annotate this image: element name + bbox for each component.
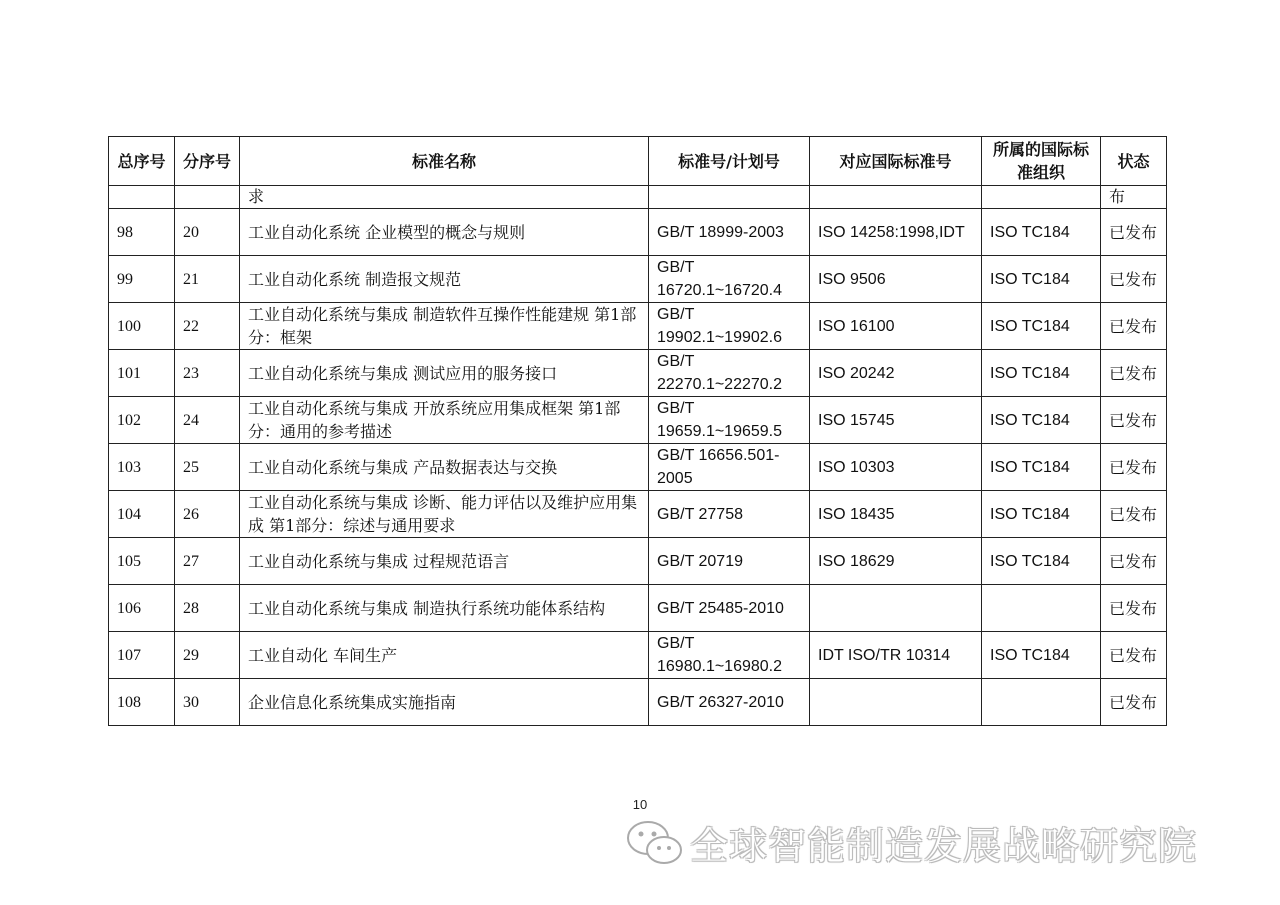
cell-org: ISO TC184 [982, 397, 1101, 444]
cell-intl-std: ISO 16100 [810, 303, 982, 350]
table-row [109, 209, 1167, 256]
standards-table [108, 136, 1167, 726]
cell-std-no [649, 186, 810, 209]
page-number: 10 [632, 797, 648, 812]
cell-total: 108 [109, 679, 175, 726]
header-standard-name: 标准名称 [240, 137, 649, 186]
table-row [109, 397, 1167, 444]
cell-sub: 26 [175, 491, 240, 538]
cell-sub: 29 [175, 632, 240, 679]
table-row [109, 256, 1167, 303]
cell-std-no: GB/T 18999-2003 [649, 209, 810, 256]
header-intl-org: 所属的国际标准组织 [982, 137, 1101, 186]
cell-status: 已发布 [1101, 209, 1167, 256]
cell-status: 已发布 [1101, 256, 1167, 303]
cell-std-no: GB/T 16720.1~16720.4 [649, 256, 810, 303]
cell-total: 103 [109, 444, 175, 491]
cell-intl-std: ISO 10303 [810, 444, 982, 491]
cell-intl-std: ISO 18629 [810, 538, 982, 585]
cell-total: 104 [109, 491, 175, 538]
cell-status: 已发布 [1101, 632, 1167, 679]
header-status: 状态 [1101, 137, 1167, 186]
cell-name: 工业自动化系统 制造报文规范 [240, 256, 649, 303]
cell-sub: 21 [175, 256, 240, 303]
header-intl-standard: 对应国际标准号 [810, 137, 982, 186]
cell-std-no: GB/T 16980.1~16980.2 [649, 632, 810, 679]
cell-name: 工业自动化系统与集成 测试应用的服务接口 [240, 350, 649, 397]
cell-sub: 25 [175, 444, 240, 491]
cell-sub: 30 [175, 679, 240, 726]
cell-org: ISO TC184 [982, 209, 1101, 256]
cell-name: 企业信息化系统集成实施指南 [240, 679, 649, 726]
watermark [620, 812, 1260, 872]
cell-status: 已发布 [1101, 491, 1167, 538]
cell-org: ISO TC184 [982, 632, 1101, 679]
watermark-text: 全球智能制造发展战略研究院 [690, 823, 1198, 868]
cell-org: ISO TC184 [982, 491, 1101, 538]
cell-intl-std: ISO 14258:1998,IDT [810, 209, 982, 256]
cell-intl-std: ISO 15745 [810, 397, 982, 444]
cell-intl-std [810, 186, 982, 209]
table-row [109, 679, 1167, 726]
cell-sub: 20 [175, 209, 240, 256]
cell-std-no: GB/T 26327-2010 [649, 679, 810, 726]
cell-intl-std [810, 585, 982, 632]
cell-status: 已发布 [1101, 679, 1167, 726]
cell-sub: 28 [175, 585, 240, 632]
cell-sub: 27 [175, 538, 240, 585]
cell-std-no: GB/T 19659.1~19659.5 [649, 397, 810, 444]
table-row [109, 585, 1167, 632]
cell-total: 105 [109, 538, 175, 585]
cell-intl-std: IDT ISO/TR 10314 [810, 632, 982, 679]
cell-name: 工业自动化系统与集成 开放系统应用集成框架 第1部分：通用的参考描述 [240, 397, 649, 444]
cell-total: 106 [109, 585, 175, 632]
cell-name: 工业自动化系统与集成 产品数据表达与交换 [240, 444, 649, 491]
header-row [109, 137, 1167, 186]
cell-std-no: GB/T 25485-2010 [649, 585, 810, 632]
wechat-icon [620, 812, 690, 872]
cell-name: 求 [240, 186, 649, 209]
header-total-no: 总序号 [109, 137, 175, 186]
table-row [109, 303, 1167, 350]
cell-total: 99 [109, 256, 175, 303]
cell-name: 工业自动化系统 企业模型的概念与规则 [240, 209, 649, 256]
table-row [109, 538, 1167, 585]
cell-total: 102 [109, 397, 175, 444]
cell-total: 101 [109, 350, 175, 397]
cell-name: 工业自动化系统与集成 诊断、能力评估以及维护应用集成 第1部分：综述与通用要求 [240, 491, 649, 538]
cell-status: 已发布 [1101, 538, 1167, 585]
cell-std-no: GB/T 22270.1~22270.2 [649, 350, 810, 397]
cell-sub: 24 [175, 397, 240, 444]
cell-sub: 23 [175, 350, 240, 397]
cell-status: 已发布 [1101, 303, 1167, 350]
cell-name: 工业自动化系统与集成 制造执行系统功能体系结构 [240, 585, 649, 632]
cell-intl-std: ISO 20242 [810, 350, 982, 397]
header-sub-no: 分序号 [175, 137, 240, 186]
cell-org [982, 679, 1101, 726]
cell-total: 107 [109, 632, 175, 679]
cell-std-no: GB/T 19902.1~19902.6 [649, 303, 810, 350]
header-standard-no: 标准号/计划号 [649, 137, 810, 186]
cell-total: 100 [109, 303, 175, 350]
cell-org: ISO TC184 [982, 256, 1101, 303]
continuation-row [109, 186, 1167, 209]
cell-total: 98 [109, 209, 175, 256]
cell-org: ISO TC184 [982, 350, 1101, 397]
cell-sub [175, 186, 240, 209]
cell-total [109, 186, 175, 209]
table-row [109, 632, 1167, 679]
cell-std-no: GB/T 27758 [649, 491, 810, 538]
cell-org: ISO TC184 [982, 444, 1101, 491]
cell-name: 工业自动化系统与集成 制造软件互操作性能建规 第1部分：框架 [240, 303, 649, 350]
cell-intl-std: ISO 9506 [810, 256, 982, 303]
cell-org: ISO TC184 [982, 303, 1101, 350]
cell-status: 已发布 [1101, 444, 1167, 491]
cell-status: 已发布 [1101, 585, 1167, 632]
cell-org [982, 585, 1101, 632]
cell-org [982, 186, 1101, 209]
table-row [109, 491, 1167, 538]
cell-std-no: GB/T 16656.501-2005 [649, 444, 810, 491]
cell-sub: 22 [175, 303, 240, 350]
cell-intl-std [810, 679, 982, 726]
cell-status: 已发布 [1101, 397, 1167, 444]
cell-name: 工业自动化系统与集成 过程规范语言 [240, 538, 649, 585]
table-row [109, 444, 1167, 491]
cell-std-no: GB/T 20719 [649, 538, 810, 585]
cell-intl-std: ISO 18435 [810, 491, 982, 538]
cell-status: 布 [1101, 186, 1167, 209]
cell-name: 工业自动化 车间生产 [240, 632, 649, 679]
table-row [109, 350, 1167, 397]
cell-status: 已发布 [1101, 350, 1167, 397]
cell-org: ISO TC184 [982, 538, 1101, 585]
